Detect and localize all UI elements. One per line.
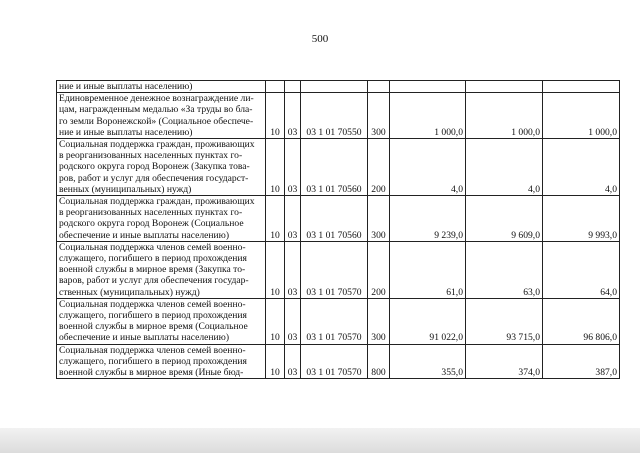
expense-name-line: Социальная поддержка граждан, проживающих [59,196,255,208]
expense-name-line: военной службы в мирное время (Социальное [59,321,248,333]
target-article-cell: 03 1 01 70550 [301,93,368,139]
section-code-cell: 10 [266,241,285,298]
subsection-code-cell: 03 [285,344,301,379]
table-body [57,81,620,379]
section-code-cell: 10 [266,298,285,344]
amount-year-3-cell: 64,0 [543,241,620,298]
expense-name-cell [57,298,266,344]
subsection-code-cell: 03 [285,139,301,196]
expense-name-line: служащего, погибшего в период прохождения [59,310,247,322]
amount-year-1-cell: 1 000,0 [390,93,466,139]
expense-name-line: Социальная поддержка членов семей военно- [59,298,246,310]
amount-year-3-cell: 387,0 [543,344,620,379]
amount-year-3-cell: 4,0 [543,139,620,196]
amount-year-1-cell: 355,0 [390,344,466,379]
expense-name-line: Социальная поддержка членов семей военно- [59,344,246,356]
expense-name-line: варов, работ и услуг для обеспечения государ- [59,275,249,287]
target-article-cell: 03 1 01 70570 [301,241,368,298]
section-code-cell: 10 [266,344,285,379]
expense-name-cell [57,139,266,196]
expense-type-cell: 300 [368,93,390,139]
subsection-code-cell: 03 [285,196,301,242]
expense-name-line: родского округа город Воронеж (Закупка това- [59,161,250,173]
expense-name-line: служащего, погибшего в период прохождения [59,253,247,265]
expense-name-line: родского округа город Воронеж (Социальное [59,218,244,230]
expense-name-cell [57,196,266,242]
target-article-cell: 03 1 01 70570 [301,298,368,344]
expense-type-cell: 300 [368,298,390,344]
expense-name-line: Единовременное денежное вознаграждение ли- [59,93,254,105]
subsection-code-cell: 03 [285,241,301,298]
amount-year-1-cell: 9 239,0 [390,196,466,242]
table-row [57,139,620,196]
expense-type-cell [368,81,390,93]
expense-name-line: в реорганизованных населенных пунктах го- [59,207,243,219]
target-article-cell: 03 1 01 70570 [301,344,368,379]
target-article-cell: 03 1 01 70560 [301,139,368,196]
subsection-code-cell [285,81,301,93]
amount-year-2-cell: 374,0 [466,344,543,379]
amount-year-1-cell: 4,0 [390,139,466,196]
table-row [57,298,620,344]
target-article-cell: 03 1 01 70560 [301,196,368,242]
expense-name-line: ние и иные выплаты населению) [59,126,193,138]
amount-year-1-cell: 91 022,0 [390,298,466,344]
expense-name-line: обеспечение и иные выплаты населению) [59,229,230,241]
expense-type-cell: 200 [368,139,390,196]
amount-year-3-cell: 1 000,0 [543,93,620,139]
expense-type-cell: 300 [368,196,390,242]
expense-name-line: Социальная поддержка граждан, проживающих [59,139,255,151]
amount-year-2-cell: 9 609,0 [466,196,543,242]
table-row [57,241,620,298]
expense-name-line: венных (муниципальных) нужд) [59,183,192,195]
expense-type-cell: 200 [368,241,390,298]
expense-name-line: ние и иные выплаты населению) [59,81,193,92]
expense-name-line: цам, награжденным медалью «За труды во бла- [59,104,253,116]
amount-year-2-cell: 1 000,0 [466,93,543,139]
amount-year-2-cell: 63,0 [466,241,543,298]
subsection-code-cell: 03 [285,93,301,139]
expense-name-line: служащего, погибшего в период прохождения [59,355,247,367]
amount-year-1-cell: 61,0 [390,241,466,298]
expense-name-cell [57,344,266,379]
amount-year-3-cell: 96 806,0 [543,298,620,344]
amount-year-2-cell: 4,0 [466,139,543,196]
section-code-cell: 10 [266,196,285,242]
expense-name-line: ров, работ и услуг для обеспечения государст- [59,172,249,184]
expense-name-line: Социальная поддержка членов семей военно- [59,241,246,253]
expense-name-line: в реорганизованных населенных пунктах го- [59,150,243,162]
subsection-code-cell: 03 [285,298,301,344]
scan-bottom-edge [0,428,640,453]
expense-name-line: го земли Воронежской» (Социальное обеспече- [59,115,254,127]
expense-name-line: ственных (муниципальных) нужд) [59,286,200,298]
amount-year-3-cell [543,81,620,93]
expense-name-cell [57,241,266,298]
budget-table [56,80,620,379]
section-code-cell: 10 [266,93,285,139]
expense-name-cell [57,81,266,93]
table-row [57,344,620,379]
page-number: 500 [311,33,329,45]
target-article-cell [301,81,368,93]
expense-name-cell [57,93,266,139]
amount-year-2-cell [466,81,543,93]
amount-year-3-cell: 9 993,0 [543,196,620,242]
amount-year-2-cell: 93 715,0 [466,298,543,344]
expense-name-line: военной службы в мирное время (Закупка то- [59,264,246,276]
expense-name-line: обеспечение и иные выплаты населению) [59,332,230,344]
expense-name-line: военной службы в мирное время (Иные бюд- [59,367,244,379]
amount-year-1-cell [390,81,466,93]
table-row [57,196,620,242]
table-row [57,93,620,139]
expense-type-cell: 800 [368,344,390,379]
section-code-cell: 10 [266,139,285,196]
table-row [57,81,620,93]
section-code-cell [266,81,285,93]
